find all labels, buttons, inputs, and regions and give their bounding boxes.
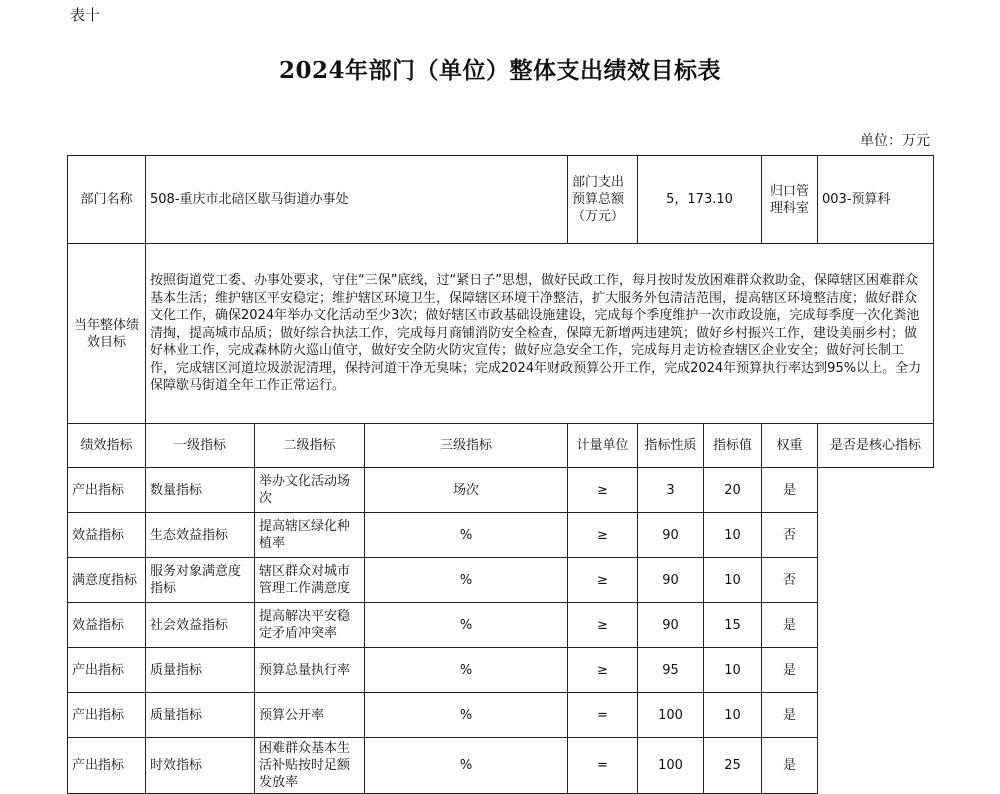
cell-level2: 数量指标	[146, 468, 255, 513]
header-level2: 二级指标	[255, 424, 365, 468]
cell-core: 否	[762, 558, 818, 603]
cell-level2: 社会效益指标	[146, 603, 255, 648]
cell-value: 100	[638, 738, 704, 794]
cell-level2: 时效指标	[146, 738, 255, 794]
cell-value: 90	[638, 603, 704, 648]
cell-level1: 产出指标	[68, 738, 146, 794]
dept-name-value: 508-重庆市北碚区歇马街道办事处	[146, 156, 568, 244]
table-row	[68, 738, 934, 794]
cell-level2: 生态效益指标	[146, 513, 255, 558]
budget-total-label: 部门支出预算总额（万元）	[568, 156, 638, 244]
cell-value: 90	[638, 513, 704, 558]
table-row	[68, 558, 934, 603]
cell-value: 90	[638, 558, 704, 603]
dept-name-label: 部门名称	[68, 156, 146, 244]
budget-total-value: 5，173.10	[638, 156, 762, 244]
cell-level3: 困难群众基本生活补贴按时足额发放率	[255, 738, 365, 794]
table-row	[68, 648, 934, 693]
cell-unit: %	[365, 648, 568, 693]
table-row	[68, 693, 934, 738]
cell-unit: %	[365, 603, 568, 648]
cell-level1: 产出指标	[68, 468, 146, 513]
table-tag: 表十	[70, 6, 101, 24]
cell-nature: ≥	[568, 603, 638, 648]
cell-nature: ≥	[568, 513, 638, 558]
goal-text: 按照街道党工委、办事处要求，守住“三保”底线，过“紧日子”思想，做好民政工作，每月按时发放困难群众救助金，保障辖区困难群众基本生活；维护辖区平安稳定；维护辖区环境卫生，保障辖区环境干净整洁，扩大服务外包清洁范围，提高辖区环境整洁度；做好群众文化工作，确保2024年举办文化活动至少3次；做好辖区市政基础设施建设，完成每个季度维护一次市政设施，完成每季度一次化粪池清掏，提高城市品质；做好综合执法工作，完成每月商铺消防安全检查，保障无新增两违建筑；做好乡村振兴工作，建设美丽乡村；做好林业工作，完成森林防火巡山值守，做好安全防火防灾宣传；做好应急安全工作，完成每月走访检查辖区企业安全；做好河长制工作，完成辖区河道垃圾淤泥清理，保持河道干净无臭味；完成2024年财政预算公开工作，完成2024年预算执行率达到95%以上。全力保障歇马街道全年工作正常运行。	[146, 244, 934, 424]
cell-unit: 场次	[365, 468, 568, 513]
cell-level3: 预算公开率	[255, 693, 365, 738]
mgr-dept-value: 003-预算科	[818, 156, 934, 244]
header-value: 指标值	[704, 424, 762, 468]
cell-weight: 25	[704, 738, 762, 794]
cell-value: 100	[638, 693, 704, 738]
cell-level1: 产出指标	[68, 648, 146, 693]
table-row	[68, 513, 934, 558]
perf-label: 绩效指标	[68, 424, 146, 468]
cell-core: 是	[762, 648, 818, 693]
header-core: 是否是核心指标	[818, 424, 934, 468]
cell-level1: 效益指标	[68, 513, 146, 558]
dept-info-row	[68, 156, 934, 244]
cell-nature: =	[568, 693, 638, 738]
cell-nature: ≥	[568, 648, 638, 693]
cell-core: 是	[762, 603, 818, 648]
cell-core: 是	[762, 468, 818, 513]
cell-unit: %	[365, 693, 568, 738]
cell-value: 3	[638, 468, 704, 513]
cell-level3: 预算总量执行率	[255, 648, 365, 693]
cell-level3: 提高解决平安稳定矛盾冲突率	[255, 603, 365, 648]
perf-header-row	[68, 424, 934, 468]
mgr-dept-label: 归口管理科室	[762, 156, 818, 244]
cell-level2: 质量指标	[146, 648, 255, 693]
cell-weight: 10	[704, 648, 762, 693]
cell-unit: %	[365, 738, 568, 794]
table-row	[68, 468, 934, 513]
cell-level3: 举办文化活动场次	[255, 468, 365, 513]
performance-table	[67, 155, 934, 794]
cell-nature: ≥	[568, 558, 638, 603]
header-unit: 计量单位	[568, 424, 638, 468]
cell-weight: 10	[704, 513, 762, 558]
cell-unit: %	[365, 558, 568, 603]
cell-core: 否	[762, 513, 818, 558]
header-level1: 一级指标	[146, 424, 255, 468]
header-weight: 权重	[762, 424, 818, 468]
goal-label: 当年整体绩效目标	[68, 244, 146, 424]
cell-weight: 10	[704, 693, 762, 738]
cell-weight: 20	[704, 468, 762, 513]
cell-nature: ≥	[568, 468, 638, 513]
cell-core: 是	[762, 738, 818, 794]
page-title: 2024年部门（单位）整体支出绩效目标表	[278, 57, 721, 84]
unit-label: 单位：万元	[860, 133, 930, 149]
header-level3: 三级指标	[365, 424, 568, 468]
cell-level3: 辖区群众对城市管理工作满意度	[255, 558, 365, 603]
table-row	[68, 603, 934, 648]
cell-core: 是	[762, 693, 818, 738]
cell-weight: 10	[704, 558, 762, 603]
cell-level2: 服务对象满意度指标	[146, 558, 255, 603]
cell-level2: 质量指标	[146, 693, 255, 738]
goal-row	[68, 244, 934, 424]
cell-weight: 15	[704, 603, 762, 648]
cell-unit: %	[365, 513, 568, 558]
cell-level1: 满意度指标	[68, 558, 146, 603]
header-nature: 指标性质	[638, 424, 704, 468]
cell-nature: =	[568, 738, 638, 794]
cell-value: 95	[638, 648, 704, 693]
cell-level1: 效益指标	[68, 603, 146, 648]
cell-level1: 产出指标	[68, 693, 146, 738]
cell-level3: 提高辖区绿化种植率	[255, 513, 365, 558]
